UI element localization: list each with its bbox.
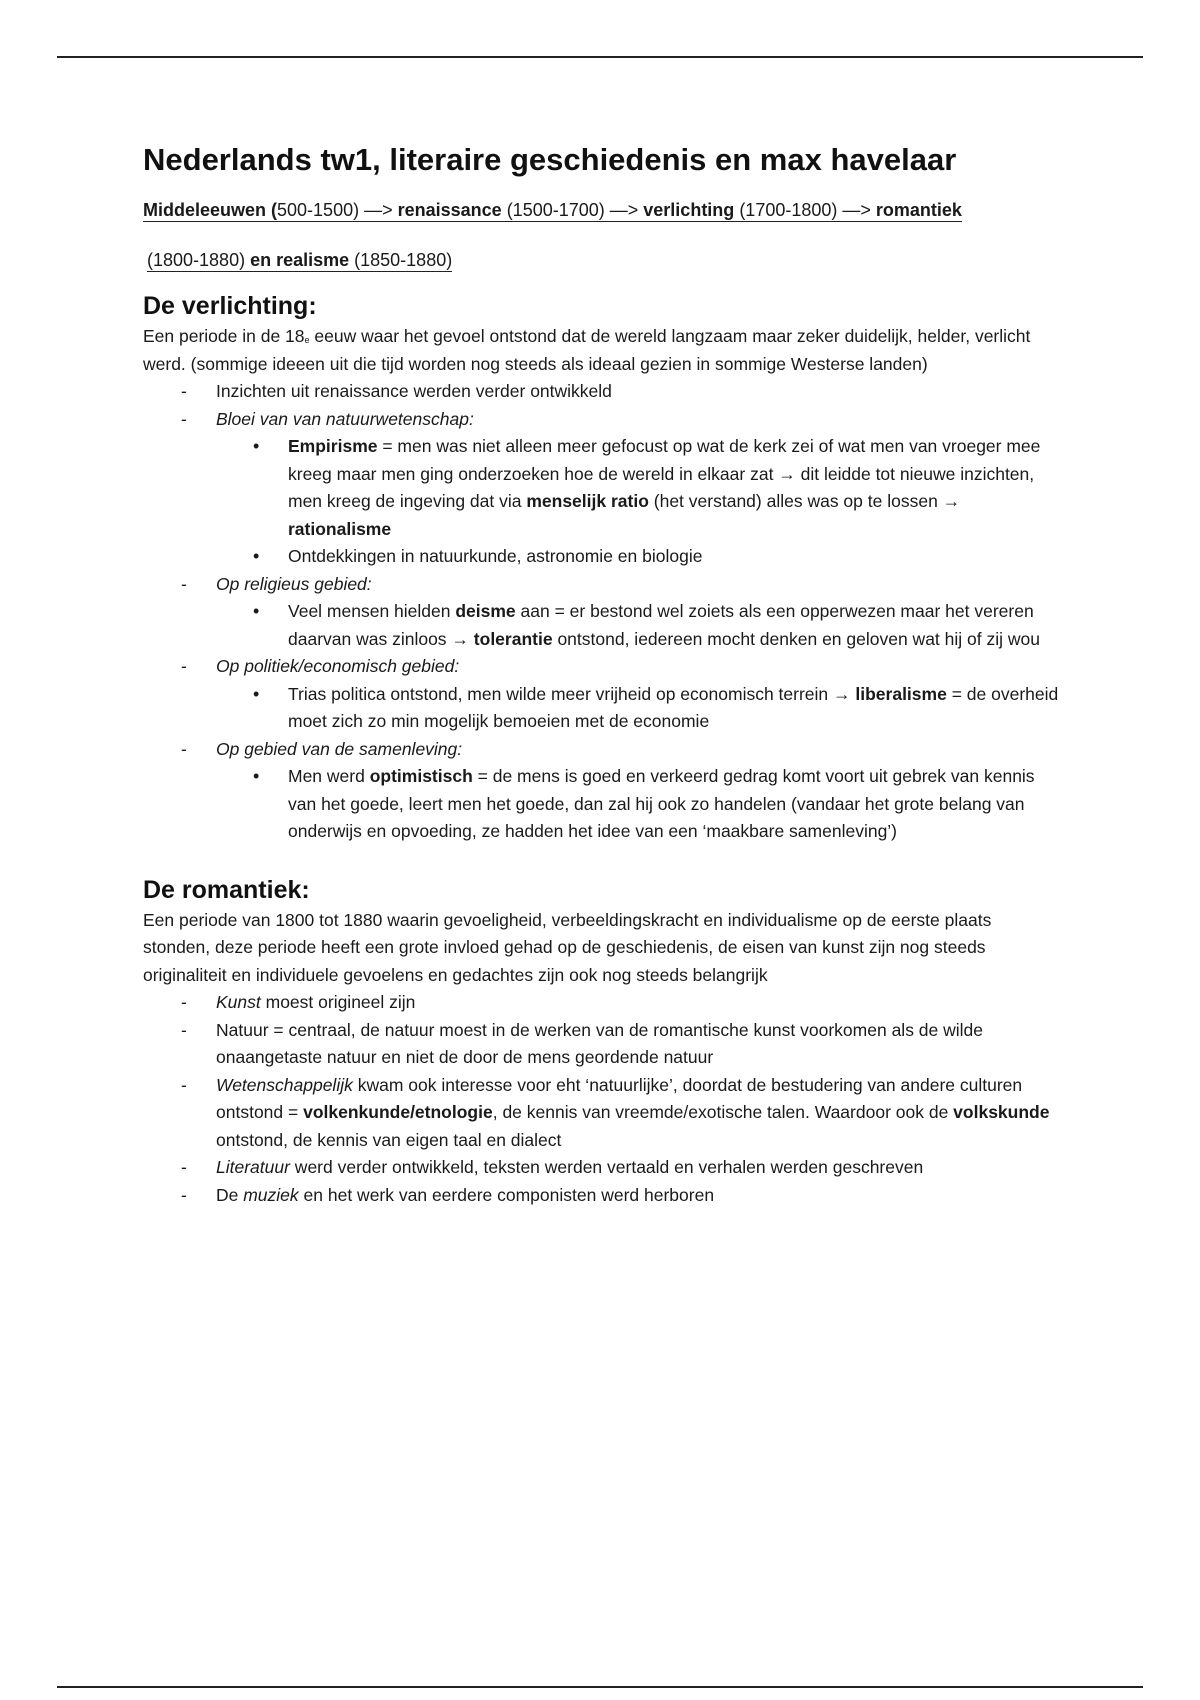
- verlichting-list: [143, 378, 1063, 846]
- section-heading-romantiek: De romantiek:: [143, 875, 310, 904]
- timeline-realisme: en realisme: [245, 250, 350, 270]
- list-item: - Op gebied van de samenleving: • Men werd optimistisch = de mens is goed en verkeerd gedrag komt voort uit gebrek van kennis van het goede, leert men het goede, dan zal hij ook zo handelen (vandaar het grote belang van onderwijs en opvoeding, ze hadden het idee van een ‘maakbare samenleving’): [143, 736, 1063, 846]
- romantiek-intro: Een periode van 1800 tot 1880 waarin gevoeligheid, verbeeldingskracht en individualisme op de eerste plaats stonden, deze periode heeft een grote invloed gehad op de geschiedenis, de eisen van kunst zijn nog steeds originaliteit en individuele gevoelens en gedachtes zijn ook nog steeds belangrijk: [143, 909, 992, 985]
- sub-list: [143, 763, 1063, 846]
- list-item: - Op politiek/economisch gebied: • Trias politica ontstond, men wilde meer vrijheid op economisch terrein → liberalisme = de overheid moet zich zo min mogelijk bemoeien met de economie: [143, 653, 1063, 736]
- timeline-romantiek: romantiek: [875, 200, 962, 220]
- timeline-line-1: Middeleeuwen (500-1500) —> renaissance (1500-1700) —> verlichting (1700-1800) —> romantiek: [143, 200, 962, 220]
- sub-list: [143, 681, 1063, 736]
- section-romantiek: [143, 876, 1063, 1210]
- list-item: • Men werd optimistisch = de mens is goed en verkeerd gedrag komt voort uit gebrek van kennis van het goede, leert men het goede, dan zal hij ook zo handelen (vandaar het grote belang van onderwijs en opvoeding, ze hadden het idee van een ‘maakbare samenleving’): [253, 766, 1035, 841]
- timeline-line-2: (1800-1880) en realisme (1850-1880): [147, 250, 453, 270]
- document-title: Nederlands tw1, literaire geschiedenis en max havelaar: [143, 142, 957, 177]
- timeline-middeleeuwen: Middeleeuwen (: [143, 200, 278, 220]
- romantiek-list: [143, 989, 1063, 1209]
- list-item: • Veel mensen hielden deisme aan = er bestond wel zoiets als een opperwezen maar het vereren daarvan was zinloos → tolerantie ontstond, iedereen mocht denken en geloven wat hij of zij wou: [253, 601, 1040, 649]
- list-item: - Kunst moest origineel zijn: [181, 992, 416, 1012]
- verlichting-intro: Een periode in de 18e eeuw waar het gevoel ontstond dat de wereld langzaam maar zeker duidelijk, helder, verlicht werd. (sommige ideeen uit die tijd worden nog steeds als ideaal gezien in sommige Westerse landen): [143, 326, 1031, 374]
- list-item: - Wetenschappelijk kwam ook interesse voor eht ‘natuurlijke’, doordat de bestudering van andere culturen ontstond = volkenkunde/etnologie, de kennis van vreemde/exotische talen. Waardoor ook de volkskunde ontstond, de kennis van eigen taal en dialect: [181, 1074, 1050, 1150]
- sub-list: [143, 598, 1063, 653]
- timeline-verlichting: verlichting: [643, 200, 735, 220]
- list-item: - Literatuur werd verder ontwikkeld, teksten werden vertaald en verhalen werden geschreven: [181, 1157, 924, 1177]
- list-item: • Ontdekkingen in natuurkunde, astronomie en biologie: [253, 546, 703, 566]
- section-heading-verlichting: De verlichting:: [143, 292, 317, 320]
- list-item: - De muziek en het werk van eerdere componisten werd herboren: [181, 1184, 715, 1205]
- sub-list: [143, 433, 1063, 571]
- list-item: • Trias politica ontstond, men wilde meer vrijheid op economisch terrein → liberalisme = de overheid moet zich zo min mogelijk bemoeien met de economie: [253, 683, 1059, 731]
- document-body: [143, 142, 1063, 1209]
- list-item: - Natuur = centraal, de natuur moest in de werken van de romantische kunst voorkomen als de wilde onaangetaste natuur en niet de door de mens geordende natuur: [181, 1019, 984, 1067]
- footer-rule: [57, 1686, 1143, 1688]
- timeline-renaissance: renaissance: [397, 200, 502, 220]
- list-item: - Op religieus gebied: • Veel mensen hielden deisme aan = er bestond wel zoiets als een opperwezen maar het vereren daarvan was zinloos → tolerantie ontstond, iedereen mocht denken en geloven wat hij of zij wou: [143, 571, 1063, 654]
- list-item: - Inzichten uit renaissance werden verder ontwikkeld: [181, 381, 612, 401]
- list-item: • Empirisme = men was niet alleen meer gefocust op wat de kerk zei of wat men van vroeger mee kreeg maar men ging onderzoeken hoe de wereld in elkaar zat → dit leidde tot nieuwe inzichten, men kreeg de ingeving dat via menselijk ratio (het verstand) alles was op te lossen → rationalisme: [253, 436, 1041, 539]
- header-rule: [57, 56, 1143, 58]
- list-item: - Bloei van van natuurwetenschap: • Empirisme = men was niet alleen meer gefocust op wat de kerk zei of wat men van vroeger mee kreeg maar men ging onderzoeken hoe de wereld in elkaar zat → dit leidde tot nieuwe inzichten, men kreeg de ingeving dat via menselijk ratio (het verstand) alles was op te lossen → rationalisme • Ontdekkingen in natuurkunde, astronomie en biologie: [143, 406, 1063, 571]
